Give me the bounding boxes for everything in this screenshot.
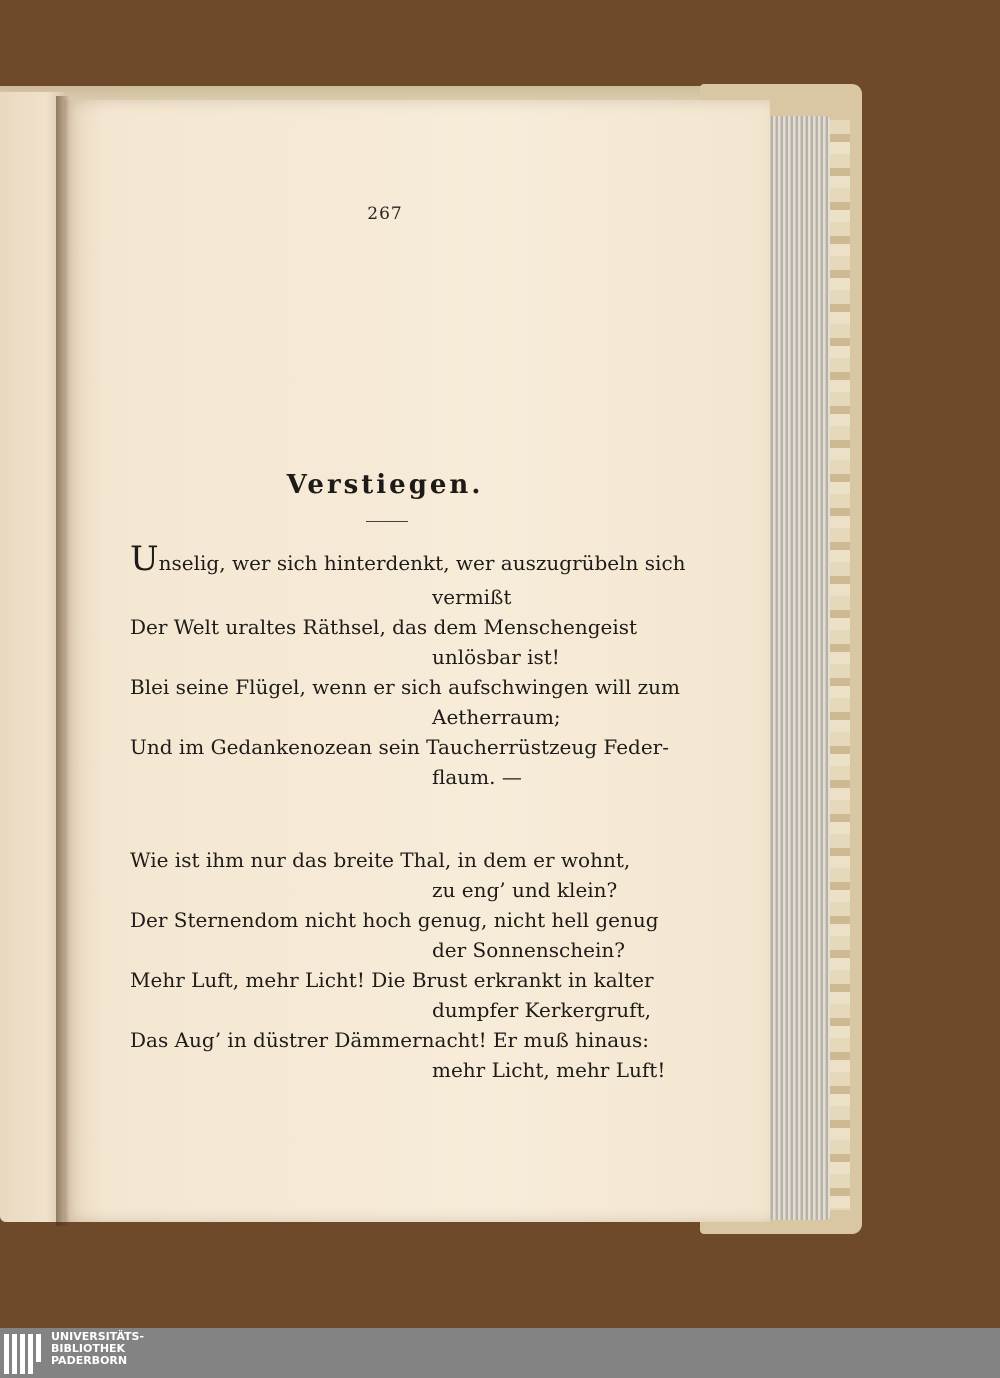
- library-logo-icon: [4, 1334, 44, 1374]
- poem-line: Das Aug’ in düstrer Dämmernacht! Er muß hinaus:: [130, 1028, 650, 1052]
- library-name-line: PADERBORN: [51, 1354, 128, 1367]
- poem-line: Der Sternendom nicht hoch genug, nicht hell genug: [130, 908, 659, 932]
- drop-cap: U: [130, 539, 159, 579]
- poem-line-continuation: mehr Licht, mehr Luft!: [432, 1058, 666, 1082]
- poem-line-continuation: flaum. —: [432, 765, 522, 789]
- poem-line-continuation: unlösbar ist!: [432, 645, 560, 669]
- poem-line-continuation: vermißt: [432, 585, 512, 609]
- poem-line: Wie ist ihm nur das breite Thal, in dem er wohnt,: [130, 848, 631, 872]
- poem-line: Der Welt uraltes Räthsel, das dem Menschengeist: [130, 615, 638, 639]
- poem-line-continuation: Aetherraum;: [432, 705, 561, 729]
- title-rule: [366, 521, 408, 522]
- library-name-line: BIBLIOTHEK: [51, 1342, 126, 1355]
- library-name-line: UNIVERSITÄTS-: [51, 1330, 145, 1343]
- right-page: [64, 100, 770, 1222]
- poem-line-continuation: der Sonnenschein?: [432, 938, 625, 962]
- poem-line: Blei seine Flügel, wenn er sich aufschwingen will zum: [130, 675, 680, 699]
- page-edges: [766, 116, 830, 1220]
- library-name: [51, 1331, 144, 1367]
- footer-bar: [0, 1328, 1000, 1378]
- poem-title: Verstiegen.: [286, 470, 484, 500]
- spine-shadow: [56, 96, 70, 1226]
- page-number: 267: [367, 204, 403, 224]
- poem-line-continuation: zu eng’ und klein?: [432, 878, 618, 902]
- poem-line-continuation: dumpfer Kerkergruft,: [432, 998, 651, 1022]
- poem-line: Mehr Luft, mehr Licht! Die Brust erkrankt in kalter: [130, 968, 654, 992]
- poem-line: Und im Gedankenozean sein Taucherrüstzeug Feder-: [130, 735, 669, 759]
- poem-line: Unselig, wer sich hinterdenkt, wer auszugrübeln sich: [130, 539, 686, 579]
